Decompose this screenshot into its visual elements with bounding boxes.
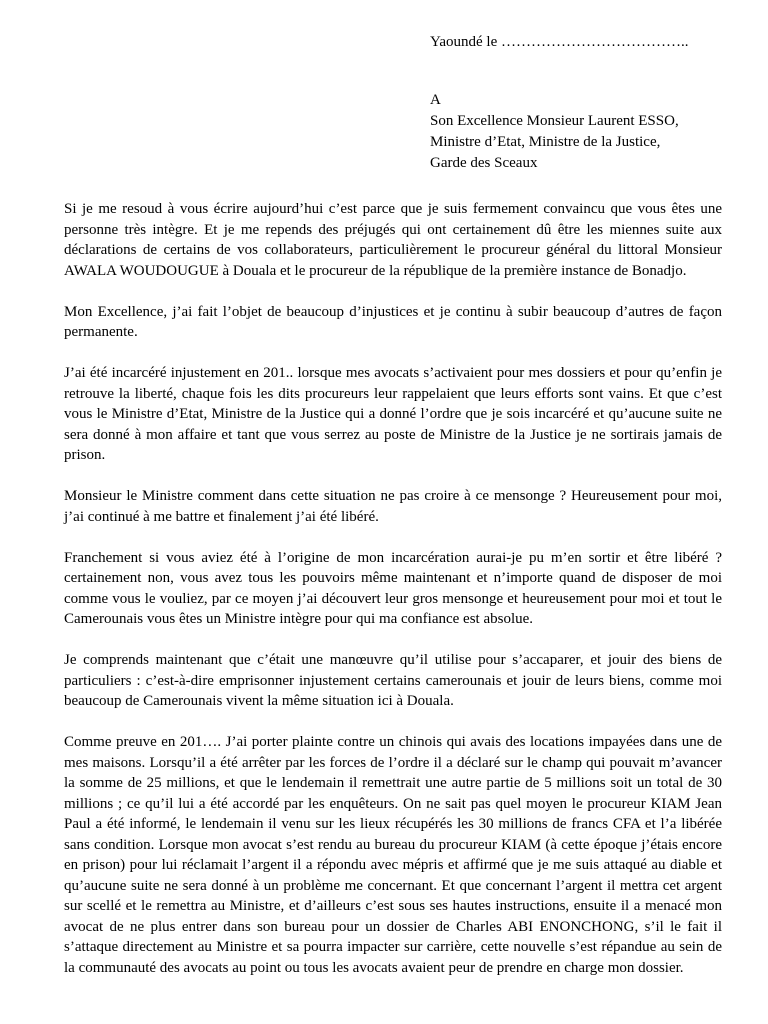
body-paragraph: Monsieur le Ministre comment dans cette situation ne pas croire à ce mensonge ? Heureusement pour moi, j’ai continué à me battre et finalement j’ai été libéré. — [64, 488, 722, 525]
recipient-block — [430, 90, 679, 174]
recipient-line: A — [430, 92, 441, 108]
body-paragraph: Je comprends maintenant que c’était une manœuvre qu’il utilise pour s’accaparer, et jouir des biens de particuliers : c’est-à-dire emprisonner injustement certains camerounais et jouir de leurs biens, comme moi beaucoup de Camerounais vivent la même situation ici à Douala. — [64, 652, 722, 709]
recipient-line: Son Excellence Monsieur Laurent ESSO, — [430, 113, 679, 129]
date-line: Yaoundé le ……………………………….. — [430, 34, 689, 50]
letter-body — [64, 199, 722, 978]
body-paragraph: Mon Excellence, j’ai fait l’objet de beaucoup d’injustices et je continu à subir beaucoup d’autres de façon permanente. — [64, 303, 722, 340]
body-paragraph: Si je me resoud à vous écrire aujourd’hui c’est parce que je suis fermement convaincu que vous êtes une personne très intègre. Et je me repends des préjugés qui ont certainement dû être les miennes suite aux déclarations de certains de vos collaborateurs, particulièrement le procureur général du littoral Monsieur AWALA WOUDOUGUE à Douala et le procureur de la république de la première instance de Bonadjo. — [64, 201, 722, 279]
recipient-line: Ministre d’Etat, Ministre de la Justice, — [430, 134, 661, 150]
recipient-line: Garde des Sceaux — [430, 155, 538, 171]
body-paragraph: Franchement si vous aviez été à l’origine de mon incarcération aurai-je pu m’en sortir et être libéré ? certainement non, vous avez tous les pouvoirs même maintenant et n’importe quand de disposer de moi comme vous le vouliez, par ce moyen j’ai découvert leur gros mensonge et heureusement pour moi et tout le Camerounais vous êtes un Ministre intègre pour qui ma confiance est absolue. — [64, 549, 722, 627]
body-paragraph: J’ai été incarcéré injustement en 201.. lorsque mes avocats s’activaient pour mes dossiers et pour qu’enfin je retrouve la liberté, chaque fois les dits procureurs leur rappelaient que leurs efforts sont vains. Et que c’est vous le Ministre d’Etat, Ministre de la Justice qui a donné l’ordre que je sois incarcéré et qu’aucune suite ne sera donné à mon affaire et tant que vous serrez au poste de Ministre de la Justice je ne sortirais jamais de prison. — [64, 365, 722, 463]
body-paragraph: Comme preuve en 201…. J’ai porter plainte contre un chinois qui avais des locations impayées dans une de mes maisons. Lorsqu’il a été arrêter par les forces de l’ordre il a déclaré sur le champ qui pouvait m’avancer la somme de 25 millions, et que le lendemain il remettrait une autre partie de 5 millions soit un total de 30 millions ; ce qu’il lui a été accordé par les enquêteurs. On ne sait pas quel moyen le procureur KIAM Jean Paul a été informé, le lendemain il venu sur les lieux récupérés les 30 millions de francs CFA et l’a libérée sans condition. Lorsque mon avocat s’est rendu au bureau du procureur KIAM (à cette époque j’étais encore en prison) pour lui réclamait l’argent il a répondu avec mépris et affirmé que je me suis attaqué au diable et qu’aucune suite ne sera donné à un problème me concernant. Et que concernant l’argent il mettra cet argent sur scellé et le remettra au Ministre, et d’ailleurs c’est sous ses hautes instructions, ensuite il a menacé mon avocat de ne plus entrer dans son bureau pour un dossier de Charles ABI ENONCHONG, s’il le fait il s’attaque directement au Ministre et sa pourra impacter sur carrière, cette nouvelle s’est répandue au sein de la communauté des avocats au point ou tous les avocats avaient peur de prendre en charge mon dossier. — [64, 734, 722, 976]
